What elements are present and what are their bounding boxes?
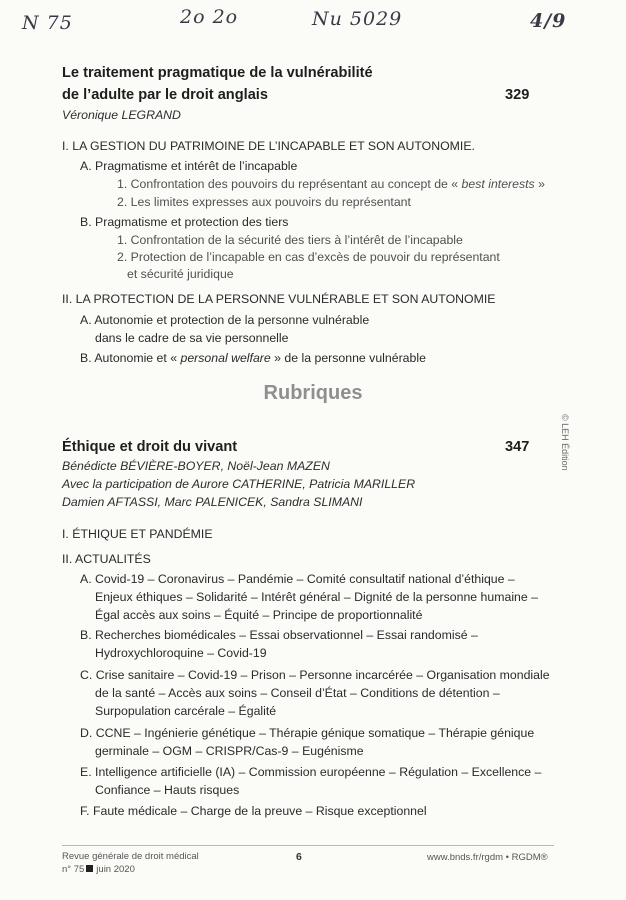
toc-item: germinale – OGM – CRISPR/Cas-9 – Eugénisme (95, 744, 364, 758)
footer-website: www.bnds.fr/rgdm • RGDM® (427, 852, 548, 863)
toc-item: Enjeux éthiques – Solidarité – Intérêt général – Dignité de la personne humaine – (95, 590, 538, 604)
toc-section: I. ÉTHIQUE ET PANDÉMIE (62, 527, 213, 541)
handwritten-note: N 75 (22, 12, 73, 34)
footer-divider (62, 845, 554, 846)
article-page-number: 347 (505, 439, 530, 455)
toc-item: Surpopulation carcérale – Égalité (95, 704, 277, 718)
toc-subsection: A. Pragmatisme et intérêt de l’incapable (80, 159, 298, 173)
handwritten-note: 2o 2o (180, 6, 239, 28)
rubriques-heading: Rubriques (263, 382, 363, 404)
toc-item: D. CCNE – Ingénierie génétique – Thérapie génique somatique – Thérapie génique (80, 726, 535, 740)
toc-subsection: dans le cadre de sa vie personnelle (95, 331, 289, 345)
footer-page-number: 6 (296, 851, 302, 863)
toc-section: II. ACTUALITÉS (62, 552, 151, 566)
article-authors: Bénédicte BÉVIÈRE-BOYER, Noël-Jean MAZEN (62, 459, 330, 473)
article-title: Éthique et droit du vivant (62, 439, 238, 455)
toc-item: de la santé – Accès aux soins – Conseil d’État – Conditions de détention – (95, 686, 500, 700)
toc-item: 1. Confrontation de la sécurité des tiers à l’intérêt de l’incapable (117, 233, 463, 247)
toc-item: Hydroxychloroquine – Covid-19 (95, 646, 267, 660)
handwritten-note: Nu 5029 (312, 8, 403, 30)
toc-subsection: A. Autonomie et protection de la personne vulnérable (80, 313, 370, 327)
toc-subsection: B. Pragmatisme et protection des tiers (80, 215, 289, 229)
footer-journal: Revue générale de droit médical (62, 851, 199, 862)
toc-item: 2. Protection de l’incapable en cas d’excès de pouvoir du représentant (117, 250, 500, 264)
article-title: de l’adulte par le droit anglais (62, 87, 268, 103)
toc-section: II. LA PROTECTION DE LA PERSONNE VULNÉRABLE ET SON AUTONOMIE (62, 292, 496, 306)
toc-item: A. Covid-19 – Coronavirus – Pandémie – Comité consultatif national d’éthique – (80, 572, 515, 586)
toc-item: E. Intelligence artificielle (IA) – Commission européenne – Régulation – Excellence – (80, 765, 542, 779)
article-authors: Damien AFTASSI, Marc PALENICEK, Sandra SLIMANI (62, 495, 363, 509)
toc-item: Égal accès aux soins – Équité – Principe de proportionnalité (95, 608, 423, 622)
side-credit: © LEH Édition (560, 414, 570, 471)
footer-issue: n° 75 juin 2020 (62, 864, 135, 875)
toc-section: I. LA GESTION DU PATRIMOINE DE L’INCAPABLE ET SON AUTONOMIE. (62, 139, 475, 153)
article-authors: Avec la participation de Aurore CATHERINE, Patricia MARILLER (62, 477, 416, 491)
toc-item: C. Crise sanitaire – Covid-19 – Prison – Personne incarcérée – Organisation mondiale (80, 668, 550, 682)
toc-item: Confiance – Hauts risques (95, 783, 240, 797)
toc-item: F. Faute médicale – Charge de la preuve – Risque exceptionnel (80, 804, 427, 818)
handwritten-note: 4/9 (530, 10, 567, 32)
article-page-number: 329 (505, 87, 530, 103)
toc-item: B. Recherches biomédicales – Essai observationnel – Essai randomisé – (80, 628, 478, 642)
toc-item: 1. Confrontation des pouvoirs du représentant au concept de « best interests » (117, 177, 545, 191)
toc-subsection: B. Autonomie et « personal welfare » de la personne vulnérable (80, 351, 426, 365)
square-bullet-icon (86, 865, 93, 872)
article-author: Véronique LEGRAND (62, 108, 181, 122)
toc-item: 2. Les limites expresses aux pouvoirs du représentant (117, 195, 411, 209)
toc-item: et sécurité juridique (127, 267, 234, 281)
article-title: Le traitement pragmatique de la vulnérabilité (62, 65, 373, 81)
